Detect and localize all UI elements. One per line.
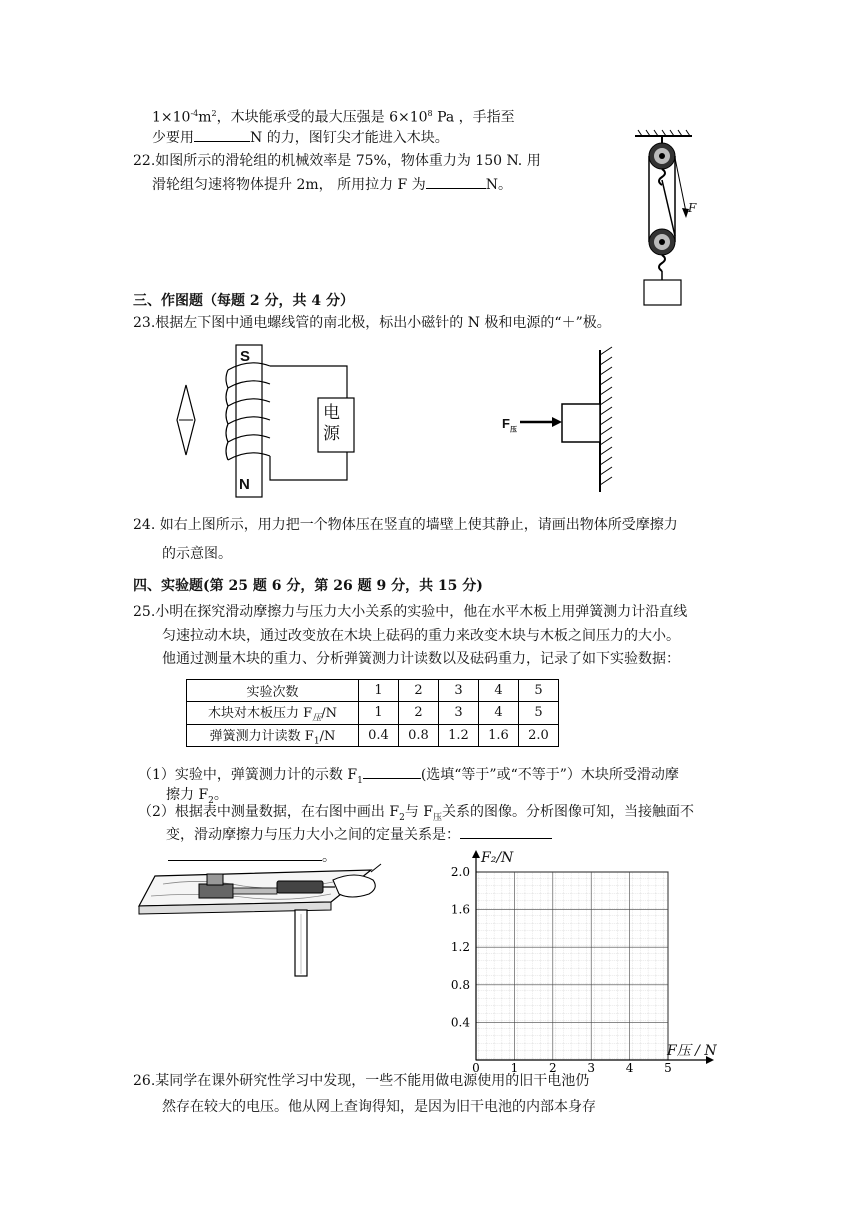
table-cell: 2 <box>399 702 439 725</box>
solenoid-top-pole: S <box>240 348 251 365</box>
y-tick-label: 1.2 <box>450 940 470 955</box>
q25-line2: 匀速拉动木块，通过改变放在木块上砝码的重力来改变木块与木板之间压力的大小。 <box>162 628 680 644</box>
table-row <box>187 680 559 702</box>
table-cell: 2.0 <box>519 724 559 747</box>
x-tick-label: 5 <box>664 1061 672 1073</box>
q23-text: 23.根据左下图中通电螺线管的南北极，标出小磁针的 N 极和电源的“＋”极。 <box>133 315 611 331</box>
q25-line3: 他通过测量木块的重力、分析弹簧测力计读数以及砝码重力，记录了如下实验数据： <box>162 651 680 667</box>
pulley-diagram <box>630 128 700 308</box>
table-cell: 5 <box>519 680 559 702</box>
sub2-line1: （2）根据表中测量数据，在右图中画出 $F_2$与 $F_压$关系的图像。分析图像可知，当接触面不 <box>138 804 694 823</box>
sub2-answer-blank-2[interactable] <box>168 846 322 861</box>
table-cell: 1 <box>359 680 399 702</box>
table-cell: 4 <box>479 702 519 725</box>
q22-answer-blank[interactable] <box>426 174 486 189</box>
x-tick-label: 1 <box>510 1061 519 1073</box>
table-cell: 1 <box>359 702 399 725</box>
x-tick-label: 0 <box>472 1061 480 1073</box>
q21-answer-blank[interactable] <box>194 127 250 142</box>
experiment-table <box>186 679 559 747</box>
section3-title: 三、作图题（每题 2 分，共 4 分） <box>133 293 354 309</box>
x-tick-label: 2 <box>548 1061 557 1073</box>
table-cell: 4 <box>479 680 519 702</box>
table-cell: 0.8 <box>399 724 439 747</box>
f2-vs-fpress-graph <box>440 848 730 1073</box>
y-axis-arrow <box>472 850 480 858</box>
q21-line1: $1\times 10^{-4}m^2$，木块能承受的最大压强是 $6\times 10^8$ Pa ，手指至 <box>152 109 515 126</box>
y-tick-label: 2.0 <box>450 865 470 879</box>
graph-y-label: F₂/N <box>481 850 514 866</box>
apparatus-illustration <box>135 862 385 977</box>
table-cell: 2 <box>399 680 439 702</box>
y-tick-label: 1.6 <box>450 902 470 917</box>
x-tick-label: 3 <box>587 1061 596 1073</box>
q25-line1: 25.小明在探究滑动摩擦力与压力大小关系的实验中，他在水平木板上用弹簧测力计沿直线 <box>133 604 688 620</box>
table-cell: 0.4 <box>359 724 399 747</box>
q22-line2: 滑轮组匀速将物体提升 2m， 所用拉力 F 为 N。 <box>152 174 512 195</box>
solenoid-bottom-pole: N <box>239 476 250 493</box>
sub1-line1: （1）实验中，弹簧测力计的示数 $F_1$ (选填“等于”或“不等于”）木块所受滑动摩 <box>138 764 679 791</box>
table-row <box>187 702 559 725</box>
table-cell: 1.2 <box>439 724 479 747</box>
q21-line2: 少要用 N 的力，图钉尖才能进入木块。 <box>152 127 449 148</box>
table-row <box>187 724 559 747</box>
sub1-answer-blank[interactable] <box>363 764 421 779</box>
table-header-label: 实验次数 <box>187 680 359 702</box>
table-cell: 5 <box>519 702 559 725</box>
sub2-line2: 变，滑动摩擦力与压力大小之间的定量关系是： <box>166 824 552 845</box>
graph-x-label: F压 / N <box>667 1043 717 1059</box>
power-label-2: 源 <box>323 424 340 444</box>
q24-line1: 24. 如右上图所示，用力把一个物体压在竖直的墙壁上使其静止，请画出物体所受摩擦力 <box>133 517 678 533</box>
wall-force-label: $F_压$ <box>502 416 517 434</box>
sub2-line3: 。 <box>168 846 336 867</box>
pulley-force-label: F <box>688 201 697 215</box>
q24-line2: 的示意图。 <box>162 546 232 562</box>
y-tick-label: 0.4 <box>450 1015 470 1030</box>
sub2-answer-blank-1[interactable] <box>460 824 552 839</box>
table-row2-label: 弹簧测力计读数 $F_1/N$ <box>187 724 359 747</box>
x-tick-label: 4 <box>625 1061 634 1073</box>
q26-line1: 26.某同学在课外研究性学习中发现，一些不能用做电源使用的旧干电池仍 <box>133 1073 590 1089</box>
table-cell: 3 <box>439 680 479 702</box>
q26-line2: 然存在较大的电压。他从网上查询得知，是因为旧干电池的内部本身存 <box>162 1099 596 1115</box>
section4-title: 四、实验题(第 25 题 6 分，第 26 题 9 分，共 15 分) <box>133 578 483 594</box>
table-row1-label: 木块对木板压力 $F_压/N$ <box>187 702 359 725</box>
q22-line1: 22.如图所示的滑轮组的机械效率是 75%，物体重力为 150 N. 用 <box>133 153 541 169</box>
y-tick-label: 0.8 <box>450 977 470 992</box>
table-cell: 3 <box>439 702 479 725</box>
sub1-line2: 擦力 $F_2$。 <box>166 787 228 806</box>
solenoid-diagram <box>170 340 370 502</box>
power-label-1: 电 <box>323 403 340 423</box>
table-cell: 1.6 <box>479 724 519 747</box>
wall-block-diagram <box>520 345 620 495</box>
